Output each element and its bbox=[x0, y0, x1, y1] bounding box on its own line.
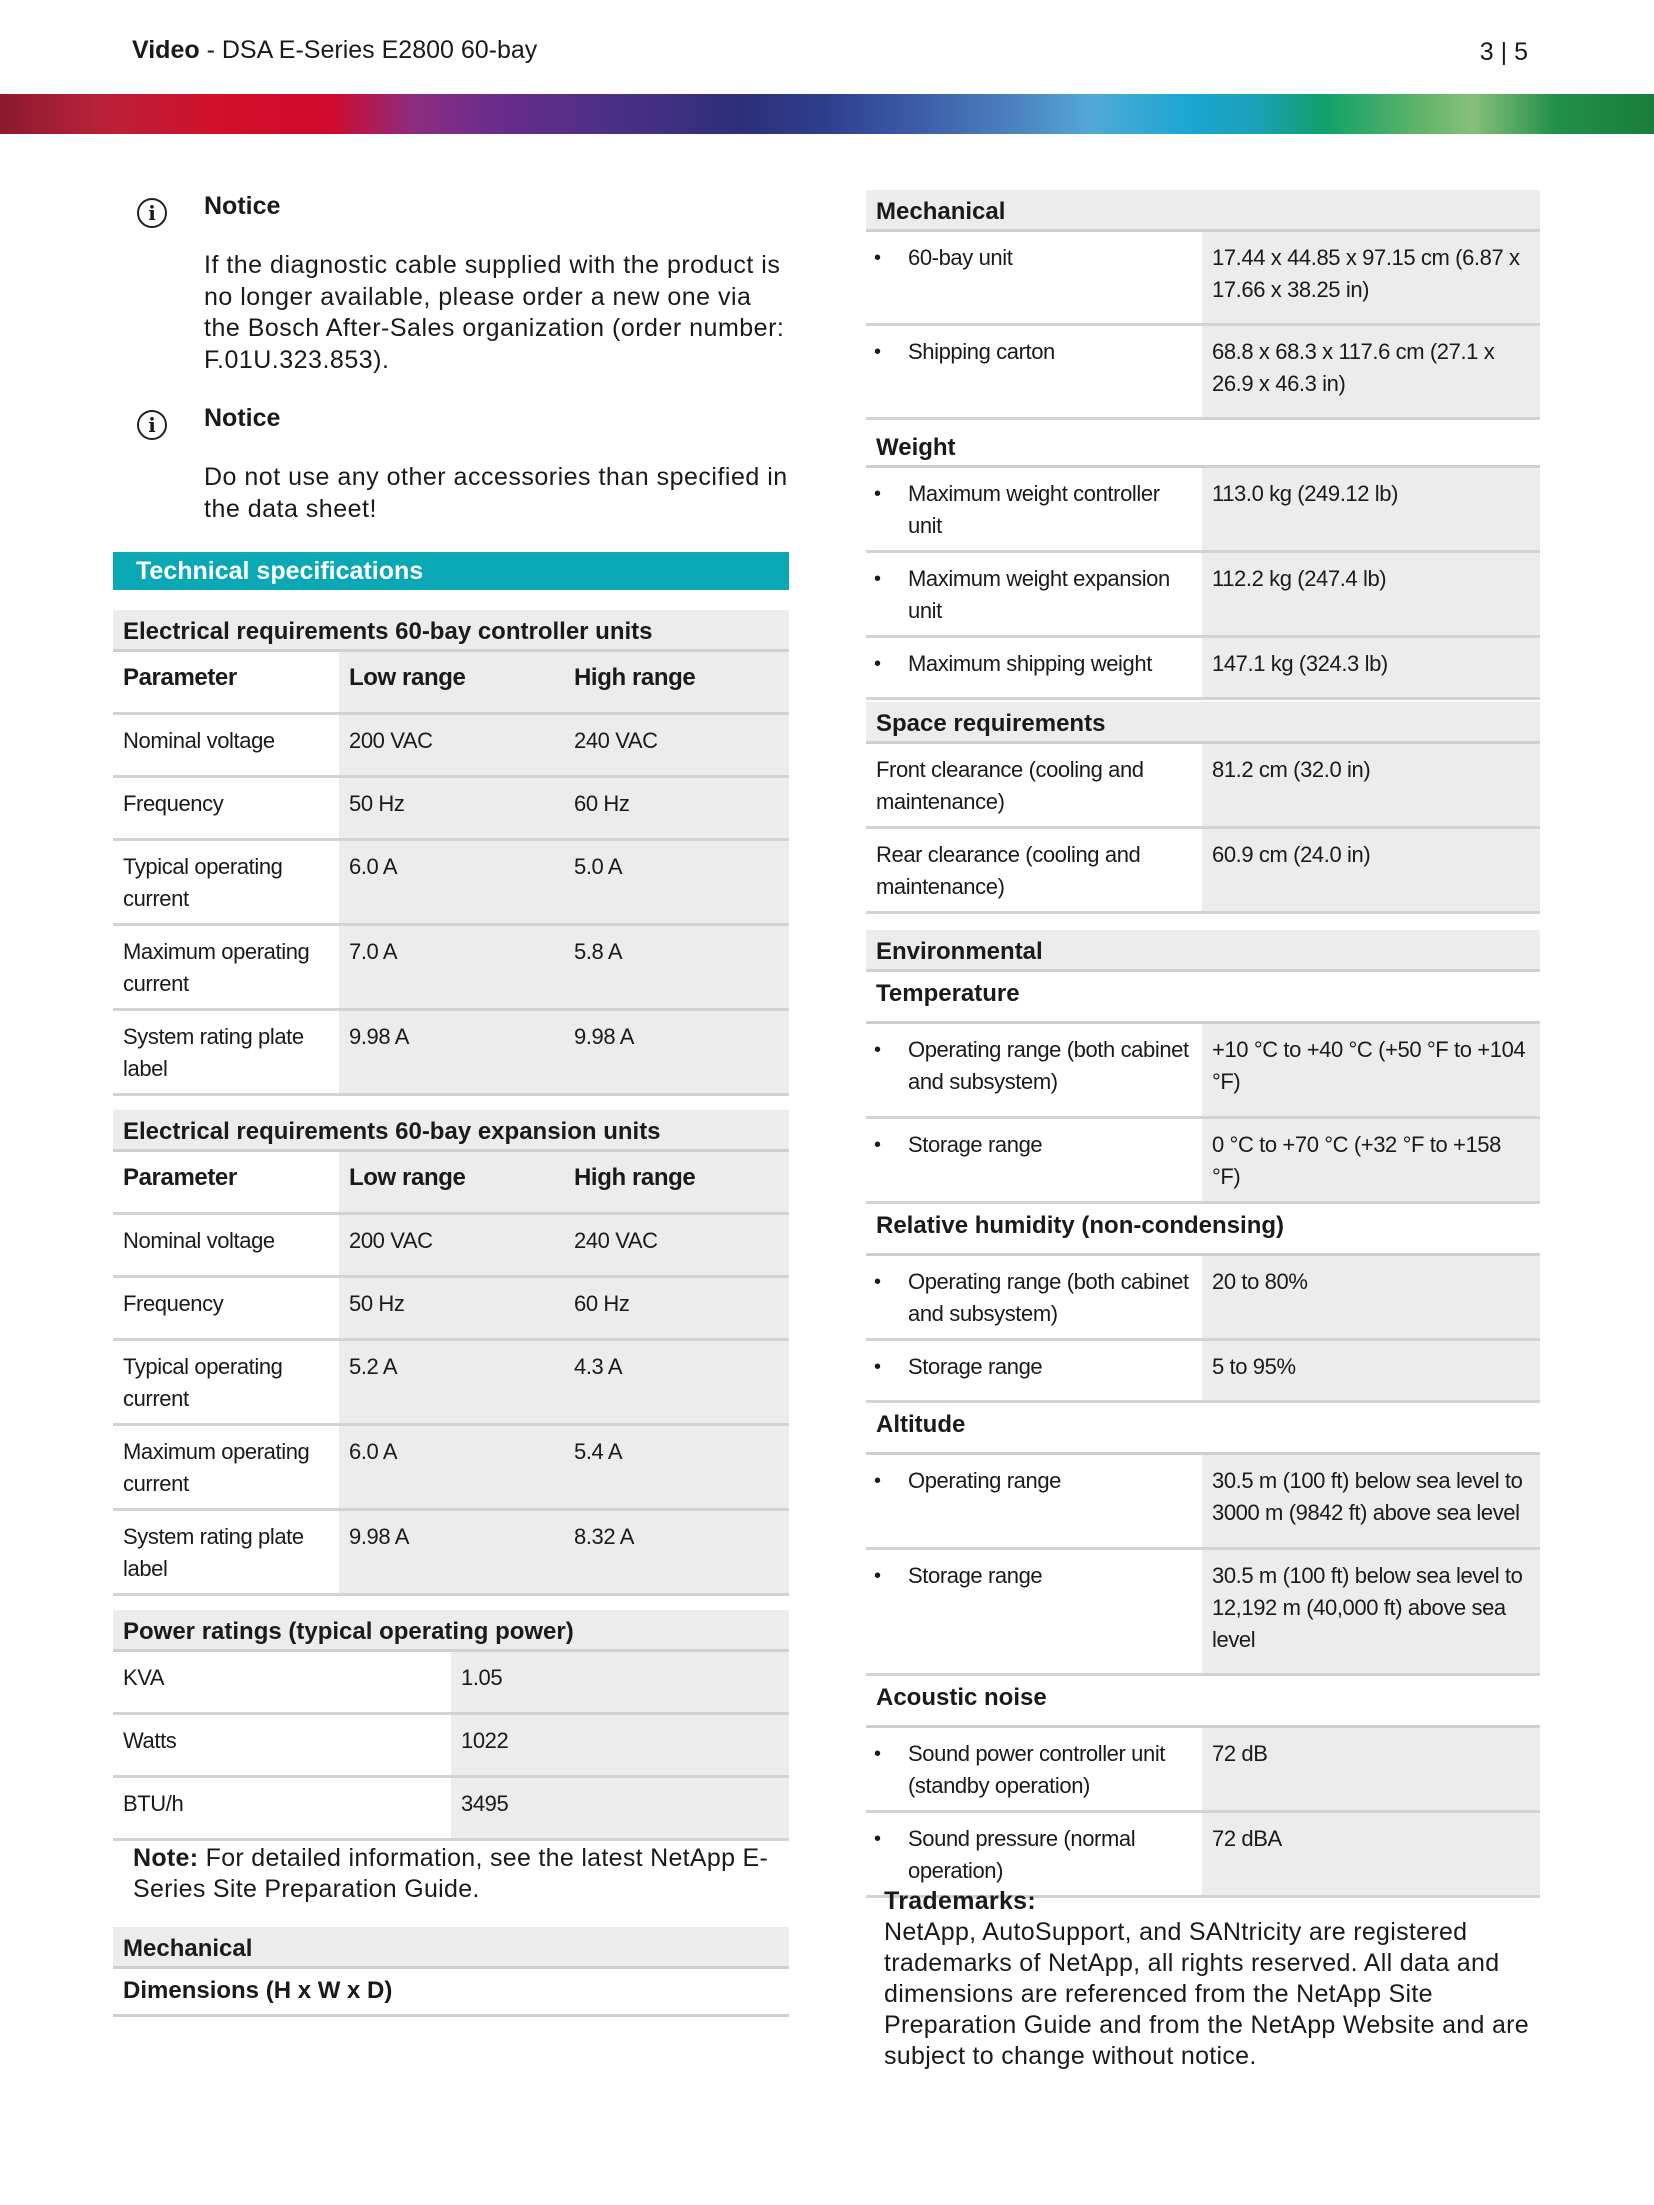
value-cell: 240 VAC bbox=[564, 713, 789, 776]
param-cell: BTU/h bbox=[113, 1776, 451, 1839]
bullet: • bbox=[866, 1254, 906, 1339]
value-cell: 72 dB bbox=[1202, 1726, 1540, 1811]
table-title: Environmental bbox=[866, 930, 1540, 970]
table-row bbox=[113, 776, 789, 839]
param-cell: Typical operating current bbox=[113, 1339, 339, 1424]
table-title: Mechanical bbox=[866, 190, 1540, 230]
bullet: • bbox=[866, 466, 906, 551]
param-cell: System rating plate label bbox=[113, 1509, 339, 1594]
param-cell: Operating range (both cabinet and subsystem) bbox=[906, 1254, 1202, 1339]
bullet: • bbox=[866, 551, 906, 636]
param-cell: KVA bbox=[113, 1650, 451, 1713]
table-row bbox=[866, 636, 1540, 698]
info-icon: i bbox=[137, 198, 167, 228]
bullet: • bbox=[866, 230, 906, 324]
bullet: • bbox=[866, 1339, 906, 1401]
value-cell: 9.98 A bbox=[339, 1509, 564, 1594]
table-row bbox=[113, 1339, 789, 1424]
table-row bbox=[113, 1213, 789, 1276]
table-row bbox=[866, 1254, 1540, 1339]
value-cell: +10 °C to +40 °C (+50 °F to +104 °F) bbox=[1202, 1022, 1540, 1117]
page-number: 3 | 5 bbox=[1479, 38, 1528, 66]
humidity-heading: Relative humidity (non-condensing) bbox=[866, 1202, 1540, 1254]
table-title: Space requirements bbox=[866, 702, 1540, 742]
param-cell: Sound power controller unit (standby operation) bbox=[906, 1726, 1202, 1811]
page-header bbox=[132, 36, 1528, 76]
table-title: Mechanical bbox=[113, 1927, 789, 1967]
param-cell: Storage range bbox=[906, 1548, 1202, 1674]
table-title: Power ratings (typical operating power) bbox=[113, 1610, 789, 1650]
param-cell: Front clearance (cooling and maintenance) bbox=[866, 742, 1202, 827]
trademarks-block bbox=[884, 1886, 1540, 2072]
note-text: Note: For detailed information, see the latest NetApp E-Series Site Preparation Guide. bbox=[133, 1844, 769, 1903]
table-subtitle: Dimensions (H x W x D) bbox=[113, 1967, 789, 2015]
value-cell: 113.0 kg (249.12 lb) bbox=[1202, 466, 1540, 551]
param-cell: Storage range bbox=[906, 1117, 1202, 1202]
value-cell: 7.0 A bbox=[339, 924, 564, 1009]
param-cell: Maximum weight expansion unit bbox=[906, 551, 1202, 636]
header-cell: High range bbox=[564, 1150, 789, 1213]
header-cell: High range bbox=[564, 650, 789, 713]
value-cell: 112.2 kg (247.4 lb) bbox=[1202, 551, 1540, 636]
header-cell: Parameter bbox=[113, 650, 339, 713]
value-cell: 9.98 A bbox=[339, 1009, 564, 1094]
value-cell: 30.5 m (100 ft) below sea level to 3000 m (9842 ft) above sea level bbox=[1202, 1453, 1540, 1548]
table-row bbox=[113, 1276, 789, 1339]
value-cell: 60 Hz bbox=[564, 776, 789, 839]
power-ratings-table bbox=[113, 1610, 789, 1841]
mechanical-left-table bbox=[113, 1927, 789, 2017]
header-cell: Low range bbox=[339, 650, 564, 713]
param-cell: Rear clearance (cooling and maintenance) bbox=[866, 827, 1202, 912]
param-cell: Operating range (both cabinet and subsystem) bbox=[906, 1022, 1202, 1117]
table-row bbox=[866, 742, 1540, 827]
value-cell: 4.3 A bbox=[564, 1339, 789, 1424]
table-row bbox=[866, 324, 1540, 418]
value-cell: 240 VAC bbox=[564, 1213, 789, 1276]
notice-title: Notice bbox=[204, 192, 281, 220]
brand-color-bar bbox=[0, 94, 1654, 134]
param-cell: Maximum operating current bbox=[113, 924, 339, 1009]
value-cell: 1022 bbox=[451, 1713, 789, 1776]
value-cell: 20 to 80% bbox=[1202, 1254, 1540, 1339]
table-title: Electrical requirements 60-bay expansion units bbox=[113, 1110, 789, 1150]
table-row bbox=[113, 1776, 789, 1839]
value-cell: 50 Hz bbox=[339, 776, 564, 839]
table-row bbox=[113, 1650, 789, 1713]
technical-specifications-heading: Technical specifications bbox=[113, 552, 789, 590]
trademarks-title: Trademarks: bbox=[884, 1887, 1036, 1915]
value-cell: 9.98 A bbox=[564, 1009, 789, 1094]
table-row bbox=[866, 551, 1540, 636]
param-cell: Maximum weight controller unit bbox=[906, 466, 1202, 551]
value-cell: 60.9 cm (24.0 in) bbox=[1202, 827, 1540, 912]
bullet: • bbox=[866, 1022, 906, 1117]
table-row bbox=[866, 1811, 1540, 1896]
param-cell: Operating range bbox=[906, 1453, 1202, 1548]
param-cell: Maximum shipping weight bbox=[906, 636, 1202, 698]
table-row bbox=[113, 713, 789, 776]
table-title: Weight bbox=[866, 426, 1540, 466]
info-icon: i bbox=[137, 410, 167, 440]
value-cell: 147.1 kg (324.3 lb) bbox=[1202, 636, 1540, 698]
table-row bbox=[113, 924, 789, 1009]
table-row bbox=[866, 1117, 1540, 1202]
header-cell: Low range bbox=[339, 1150, 564, 1213]
notice-text: If the diagnostic cable supplied with the product is no longer available, please order a new one via the Bosch After-Sales organization (order number: F.01U.323.853). bbox=[204, 251, 785, 374]
param-cell: Frequency bbox=[113, 776, 339, 839]
param-cell: Maximum operating current bbox=[113, 1424, 339, 1509]
value-cell: 30.5 m (100 ft) below sea level to 12,192 m (40,000 ft) above sea level bbox=[1202, 1548, 1540, 1674]
value-cell: 1.05 bbox=[451, 1650, 789, 1713]
altitude-heading: Altitude bbox=[866, 1401, 1540, 1453]
value-cell: 5.2 A bbox=[339, 1339, 564, 1424]
table-row bbox=[866, 1726, 1540, 1811]
param-cell: Nominal voltage bbox=[113, 713, 339, 776]
value-cell: 6.0 A bbox=[339, 839, 564, 924]
table-row bbox=[866, 1022, 1540, 1117]
bullet: • bbox=[866, 1811, 906, 1896]
value-cell: 5.8 A bbox=[564, 924, 789, 1009]
bullet: • bbox=[866, 1548, 906, 1674]
table-row bbox=[113, 1009, 789, 1094]
table-title: Electrical requirements 60-bay controller units bbox=[113, 610, 789, 650]
param-cell: System rating plate label bbox=[113, 1009, 339, 1094]
bullet: • bbox=[866, 1726, 906, 1811]
param-cell: Storage range bbox=[906, 1339, 1202, 1401]
value-cell: 60 Hz bbox=[564, 1276, 789, 1339]
table-row bbox=[866, 230, 1540, 324]
table-row bbox=[113, 1424, 789, 1509]
table-row bbox=[113, 839, 789, 924]
space-requirements-table bbox=[866, 702, 1540, 914]
table-row bbox=[866, 1453, 1540, 1548]
bullet: • bbox=[866, 324, 906, 418]
param-cell: Nominal voltage bbox=[113, 1213, 339, 1276]
param-cell: Typical operating current bbox=[113, 839, 339, 924]
elec-controller-table bbox=[113, 610, 789, 1096]
value-cell: 5.4 A bbox=[564, 1424, 789, 1509]
table-row bbox=[866, 466, 1540, 551]
document-title: Video - DSA E-Series E2800 60-bay bbox=[132, 36, 538, 64]
table-row bbox=[113, 1713, 789, 1776]
value-cell: 50 Hz bbox=[339, 1276, 564, 1339]
elec-expansion-table bbox=[113, 1110, 789, 1596]
environmental-table bbox=[866, 930, 1540, 1898]
param-cell: Sound pressure (normal operation) bbox=[906, 1811, 1202, 1896]
notice-title: Notice bbox=[204, 404, 281, 432]
param-cell: Frequency bbox=[113, 1276, 339, 1339]
temperature-heading: Temperature bbox=[866, 970, 1540, 1022]
trademarks-text: NetApp, AutoSupport, and SANtricity are registered trademarks of NetApp, all rights reserved. All data and dimensions are referenced from the NetApp Site Preparation Guide and from the NetApp Website and are subject to change without notice. bbox=[884, 1918, 1529, 2070]
bullet: • bbox=[866, 1117, 906, 1202]
value-cell: 8.32 A bbox=[564, 1509, 789, 1594]
header-cell: Parameter bbox=[113, 1150, 339, 1213]
value-cell: 5.0 A bbox=[564, 839, 789, 924]
table-row bbox=[866, 1548, 1540, 1674]
acoustic-heading: Acoustic noise bbox=[866, 1674, 1540, 1726]
mechanical-table bbox=[866, 190, 1540, 420]
value-cell: 5 to 95% bbox=[1202, 1339, 1540, 1401]
bullet: • bbox=[866, 1453, 906, 1548]
value-cell: 200 VAC bbox=[339, 1213, 564, 1276]
value-cell: 200 VAC bbox=[339, 713, 564, 776]
value-cell: 17.44 x 44.85 x 97.15 cm (6.87 x 17.66 x 38.25 in) bbox=[1202, 230, 1540, 324]
value-cell: 6.0 A bbox=[339, 1424, 564, 1509]
table-row bbox=[866, 827, 1540, 912]
value-cell: 81.2 cm (32.0 in) bbox=[1202, 742, 1540, 827]
bullet: • bbox=[866, 636, 906, 698]
param-cell: Shipping carton bbox=[906, 324, 1202, 418]
weight-table bbox=[866, 426, 1540, 700]
table-row bbox=[866, 1339, 1540, 1401]
param-cell: Watts bbox=[113, 1713, 451, 1776]
value-cell: 72 dBA bbox=[1202, 1811, 1540, 1896]
value-cell: 68.8 x 68.3 x 117.6 cm (27.1 x 26.9 x 46.3 in) bbox=[1202, 324, 1540, 418]
value-cell: 0 °C to +70 °C (+32 °F to +158 °F) bbox=[1202, 1117, 1540, 1202]
notice-text: Do not use any other accessories than specified in the data sheet! bbox=[204, 463, 788, 523]
value-cell: 3495 bbox=[451, 1776, 789, 1839]
table-row bbox=[113, 1509, 789, 1594]
param-cell: 60-bay unit bbox=[906, 230, 1202, 324]
